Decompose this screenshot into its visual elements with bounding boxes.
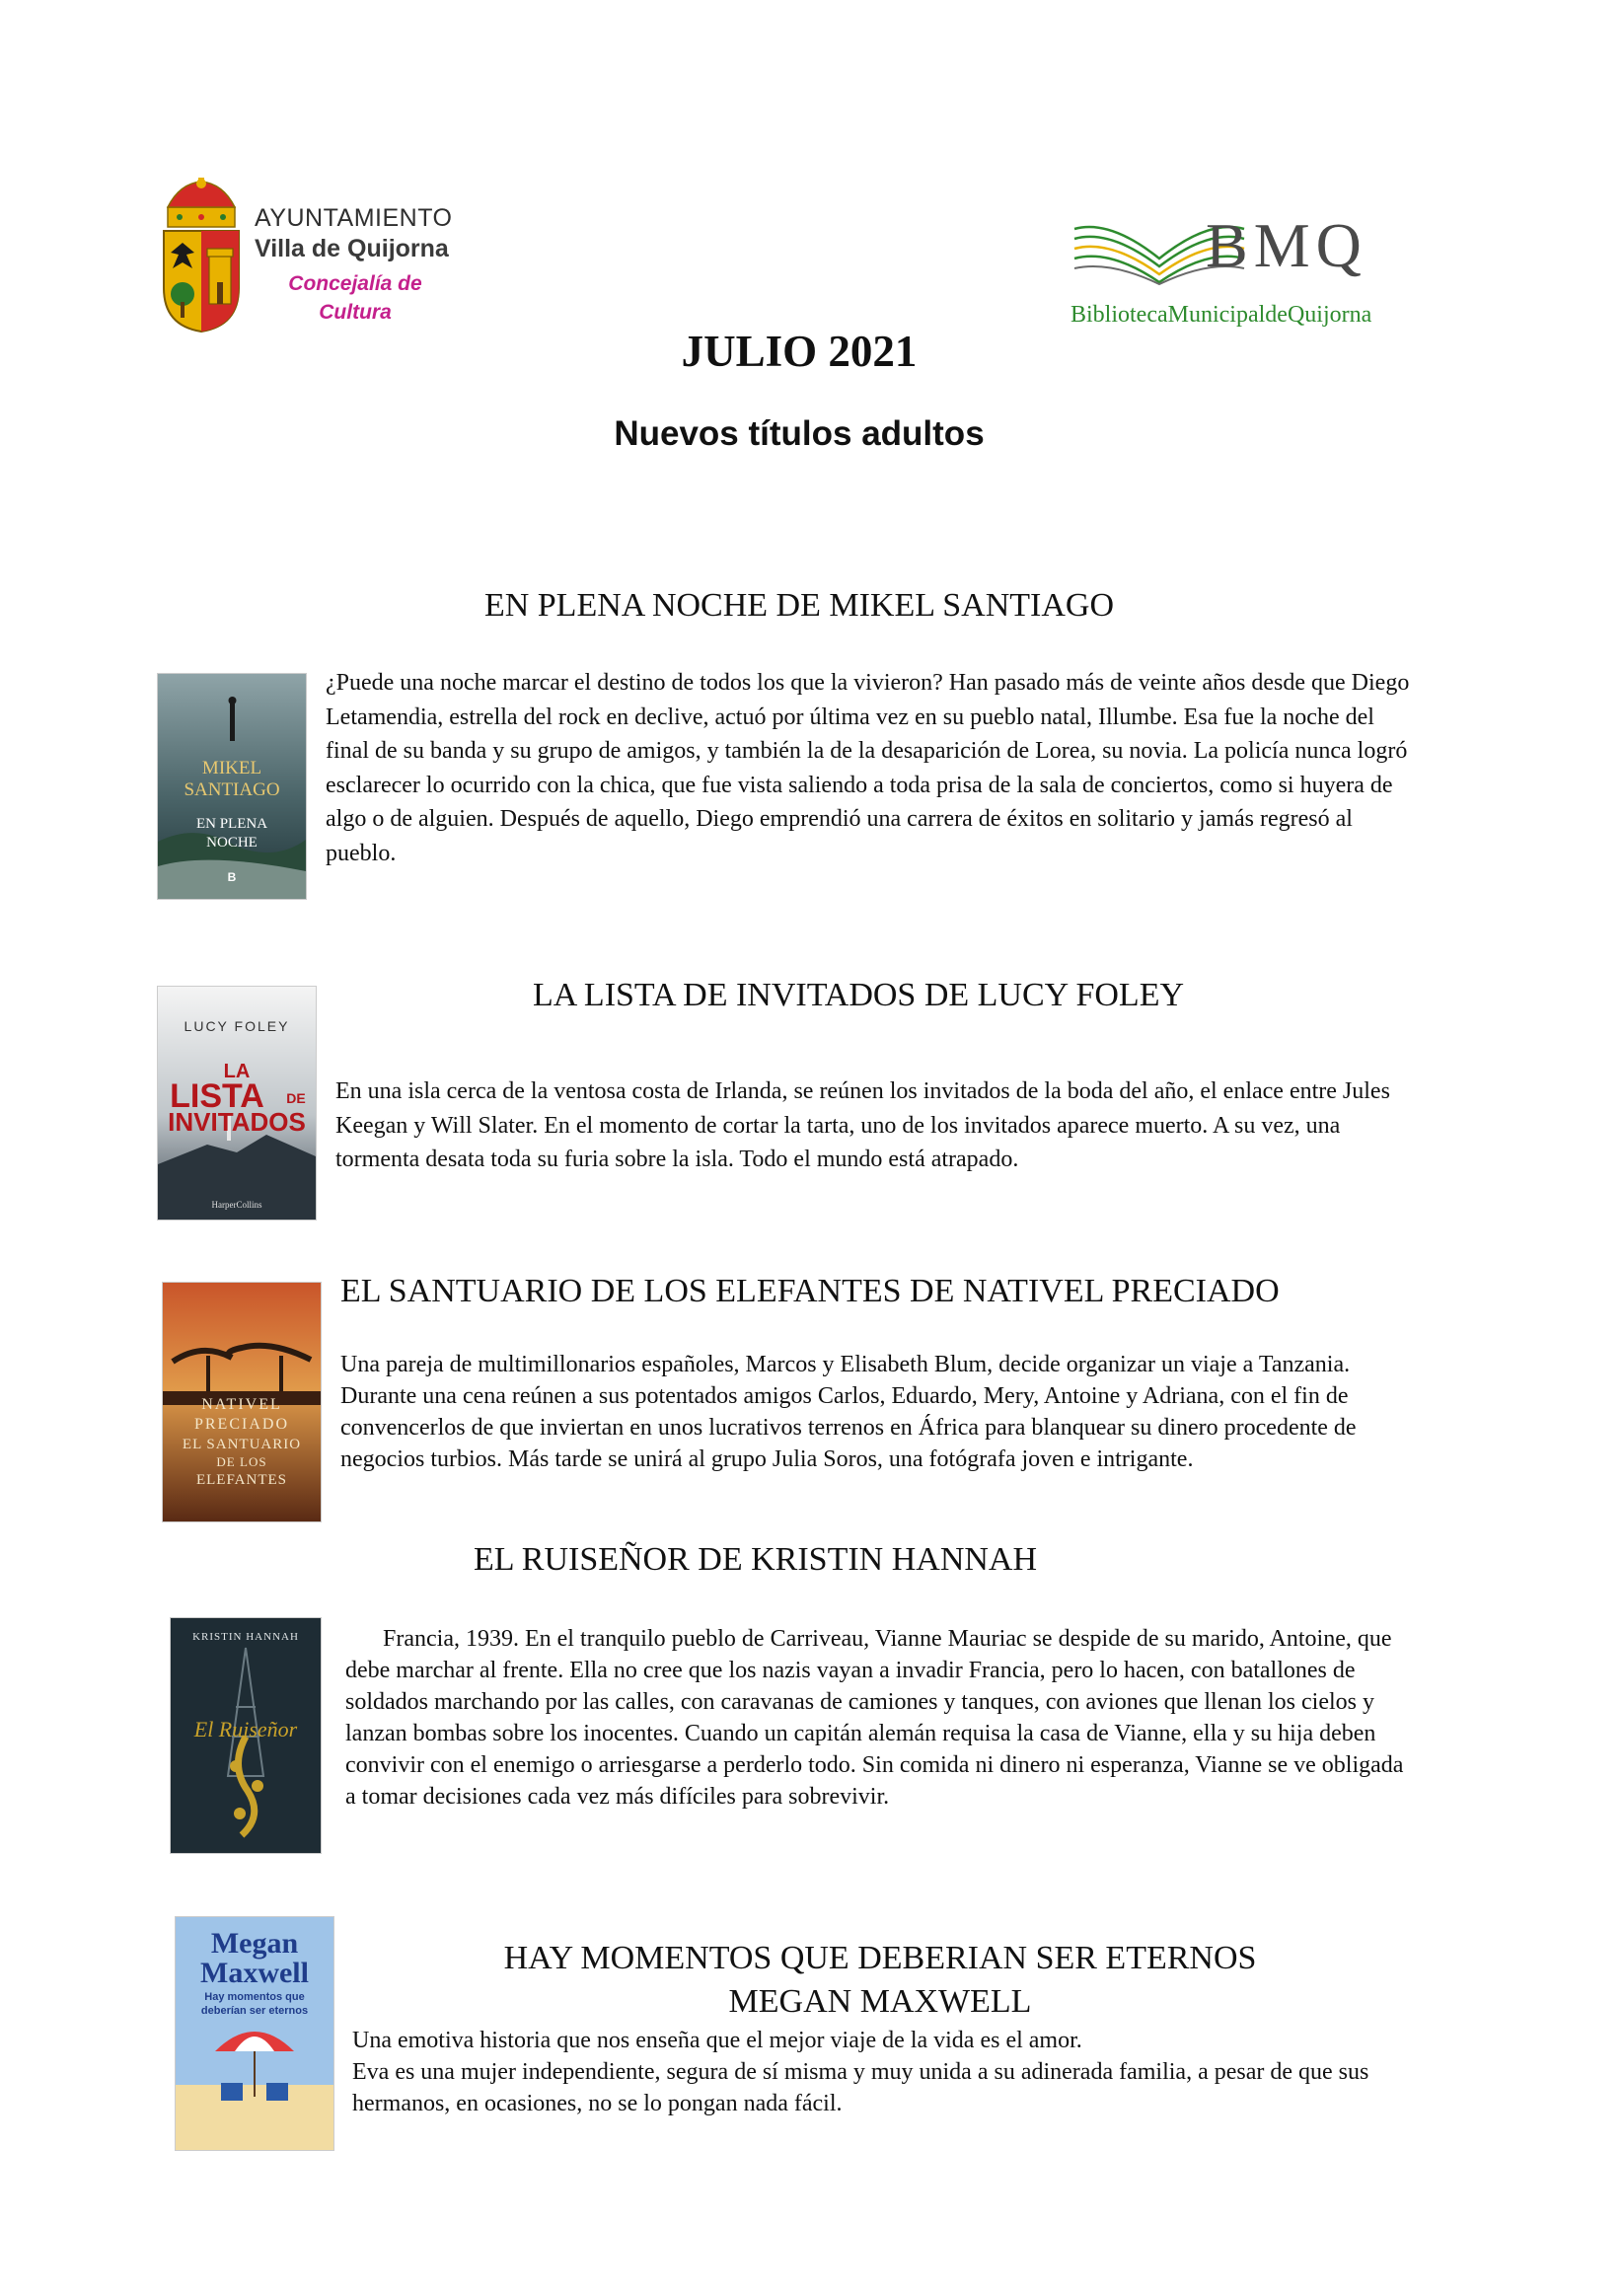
cover-text: Hay momentos que: [204, 1991, 305, 2003]
book-description-line: Eva es una mujer independiente, segura de sí misma y muy unida a su adinerada familia, a pesar de que sus hermanos, en ocasiones, no se lo pongan nada fácil.: [352, 2059, 1369, 2116]
book-description: [352, 2025, 1398, 2119]
book-description-text: ¿Puede una noche marcar el destino de todos los que la vivieron? Han pasado más de veinte años desde que Diego Letamendia, estrella del rock en declive, actuó por última vez en su pueblo natal, Illumbe. Esa fue la noche del final de su banda y su grupo de amigos, y también la de la desaparición de Lorea, su novia. La policía nunca logró esclarecer lo ocurrido con la chica, que fue vista saliendo a toda prisa de la sala de conciertos, como si huyera de algo o de alguien. Después de aquello, Diego emprendió una carrera de éxitos en solitario y jamás regresó al pueblo.: [326, 670, 1410, 866]
bmq-logo-letters: BMQ: [1206, 210, 1367, 280]
book-description-text: En una isla cerca de la ventosa costa de Irlanda, se reúnen los invitados de la boda del año, el enlace entre Jules Keegan y Will Slater. En el momento de cortar la tarta, uno de los invitados aparece muerto. A su vez, una tormenta desata toda su furia sobre la isla. Todo el mundo está atrapado.: [335, 1078, 1390, 1172]
cover-text: SANTIAGO: [184, 779, 280, 800]
cultura-line: Cultura: [319, 301, 392, 324]
book-description: [326, 666, 1411, 870]
book-cover-la-lista-de-invitados: [158, 987, 316, 1220]
cover-text: INVITADOS: [168, 1107, 306, 1137]
ayuntamiento-label: AYUNTAMIENTO: [255, 204, 453, 232]
cover-text: LA: [223, 1061, 251, 1082]
book-title-author: MEGAN MAXWELL: [728, 1983, 1032, 2020]
book-title: LA LISTA DE INVITADOS DE LUCY FOLEY: [532, 977, 1185, 1013]
book-title: EL RUISEÑOR DE KRISTIN HANNAH: [474, 1541, 1038, 1578]
coat-of-arms-logo: [158, 178, 245, 333]
book-title: HAY MOMENTOS QUE DEBERIAN SER ETERNOS: [503, 1940, 1257, 1976]
book-description-line: Una emotiva historia que nos enseña que el mejor viaje de la vida es el amor.: [352, 2028, 1082, 2053]
page-subtitle: Nuevos títulos adultos: [614, 414, 985, 453]
cover-text: Megan: [210, 1927, 299, 1960]
book-cover-en-plena-noche: [158, 674, 306, 899]
cover-text: Maxwell: [200, 1957, 309, 1989]
concejalia-label: [261, 269, 449, 327]
concejalia-line: Concejalía de: [288, 272, 422, 295]
cover-text: EL SANTUARIO: [182, 1437, 302, 1452]
cover-text: EN PLENA: [195, 816, 268, 832]
book-description-text: Una pareja de multimillonarios españoles, Marcos y Elisabeth Blum, decide organizar un viaje a Tanzania. Durante una cena reúnen a sus potentados amigos Carlos, Eduardo, Mery, Antoine y Adriana, con el fin de convencerlos de que inviertan en unos lucrativos terrenos en África para blanquear su dinero procedente de negocios turbios. Más tarde se unirá al grupo Julia Soros, una fotógrafa joven e intrigante.: [340, 1352, 1357, 1472]
book-description: [340, 1349, 1416, 1475]
cover-text: deberían ser eternos: [200, 2005, 309, 2017]
bmq-library-name: BibliotecaMunicipaldeQuijorna: [1070, 302, 1372, 328]
book-title: EN PLENA NOCHE DE MIKEL SANTIAGO: [483, 587, 1115, 624]
cover-text: NOCHE: [206, 835, 258, 851]
cover-text: HarperCollins: [211, 1200, 262, 1210]
cover-text: B: [227, 870, 237, 884]
cover-text: NATIVEL: [201, 1396, 282, 1413]
book-description: [345, 1623, 1411, 1813]
cover-text: ELEFANTES: [195, 1472, 288, 1488]
cover-text: LUCY FOLEY: [184, 1018, 290, 1034]
cover-text: KRISTIN HANNAH: [192, 1631, 299, 1643]
book-cover-el-ruisenor: [171, 1618, 321, 1853]
book-description-text: Francia, 1939. En el tranquilo pueblo de Carriveau, Vianne Mauriac se despide de su marido, Antoine, que debe marchar al frente. Ella no cree que los nazis vayan a invadir Francia, pero lo hacen, con batallones de soldados marchando por las calles, con caravanas de camiones y tanques, con aviones que llenan los cielos y lanzan bombas sobre los inocentes. Cuando un capitán alemán requisa la casa de Vianne, ella y su hija deben convivir con el enemigo o arriesgarse a perderlo todo. Sin comida ni dinero ni esperanza, Vianne se ve obligada a tomar decisiones cada vez más difíciles para sobrevivir.: [345, 1626, 1404, 1810]
cover-text: El Ruiseñor: [193, 1717, 298, 1741]
cover-text: DE LOS: [216, 1454, 267, 1469]
page-title: JULIO 2021: [681, 327, 918, 376]
book-cover-hay-momentos: [176, 1917, 333, 2150]
cover-text: DE: [286, 1090, 306, 1106]
villa-name: Villa de Quijorna: [255, 235, 449, 262]
cover-text: LISTA: [170, 1077, 264, 1115]
book-title: EL SANTUARIO DE LOS ELEFANTES DE NATIVEL PRECIADO: [340, 1273, 1280, 1309]
cover-text: MIKEL: [201, 758, 262, 778]
cover-text: PRECIADO: [193, 1416, 290, 1433]
book-description: [335, 1074, 1411, 1177]
book-cover-el-santuario: [163, 1283, 321, 1521]
